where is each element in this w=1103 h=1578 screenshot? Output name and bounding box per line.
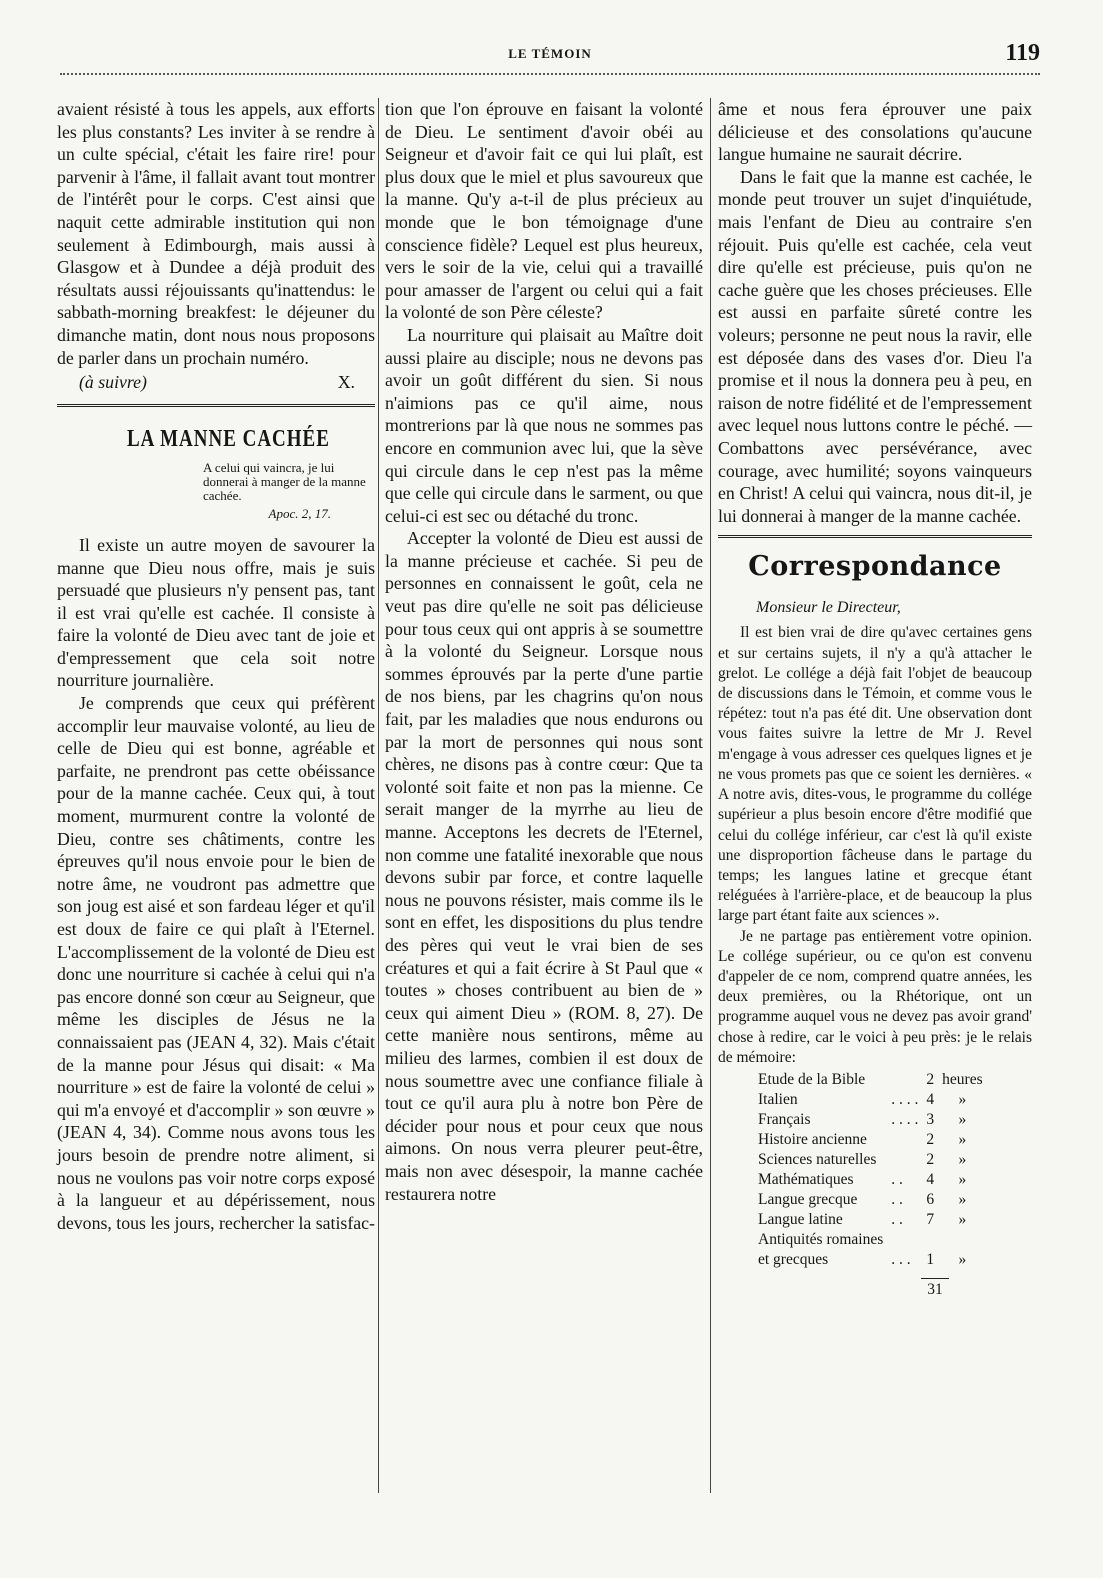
schedule-hours — [922, 1230, 938, 1250]
schedule-subject: et grecques — [758, 1250, 829, 1268]
correspondence-title: Correspondance — [748, 551, 1002, 583]
schedule-row — [754, 1250, 987, 1270]
total-hours: 31 — [921, 1278, 949, 1302]
schedule-row — [754, 1170, 987, 1190]
paragraph: tion que l'on éprouve en faisant la volonté de Dieu. Le sentiment d'avoir obéi au Seigneur et d'avoir fait ce qui lui plaît, est plus doux que le miel et plus savoureux que la manne. Qu'y a-t-il de plus précieux au monde que le bon témoignage d'une conscience fidèle? Lequel est plus heureux, vers le soir de la vie, celui qui a travaillé pour amasser de l'argent ou celui qui a fait la volonté de son Père céleste? — [385, 99, 703, 323]
schedule-hours: 2 — [926, 1070, 935, 1088]
paragraph: âme et nous fera éprouver une paix délicieuse et des consolations qu'aucune langue humaine ne saurait décrire. — [718, 99, 1032, 165]
schedule-subject: Italien — [758, 1090, 798, 1108]
schedule-dots — [887, 1130, 922, 1150]
epigraph: A celui qui vaincra, je lui donnerai à manger de la manne cachée. — [203, 460, 366, 504]
header-rule — [60, 73, 1040, 75]
schedule-unit: » — [958, 1090, 967, 1108]
salutation: Monsieur le Directeur, — [756, 598, 901, 616]
schedule-dots: . . . . — [891, 1110, 919, 1128]
schedule-hours: 1 — [926, 1250, 935, 1268]
to-be-continued-note: (à suivre) — [79, 372, 147, 393]
schedule-subject: Etude de la Bible — [758, 1070, 866, 1088]
column-1 — [57, 98, 375, 1234]
section-divider — [57, 404, 375, 407]
schedule-hours: 4 — [926, 1170, 935, 1188]
paragraph: Je comprends que ceux qui préfèrent accomplir leur mauvaise volonté, au lieu de celle de Dieu qui est bonne, agréable et parfaite, ne prendront pas cette obéissance pour de la manne cachée. Ceux qui, à tout moment, murmurent contre la volonté de Dieu, contre ses châtiments, contre les épreuves qu'il nous envoie pour le bien de notre âme, ne voudront pas admettre que son joug est aisé et son fardeau léger et qu'il est doux de faire ce qui plaît à l'Eternel. L'accomplissement de la volonté de Dieu est donc une nourriture si cachée à celui qui n'a pas encore donné son cœur au Seigneur, que même les disciples de Jésus ne la connaissaient pas (JEAN 4, 32). Mais c'était de la manne pour Jésus qui disait: « Ma nourriture » est de faire la volonté de celui » qui m'a envoyé et d'accomplir » son œuvre » (JEAN 4, 34). Comme nous avons tous les jours besoin de prendre notre aliment, si nous ne voulons pas voir notre corps exposé à la langueur et au dépérissement, nous devons, tous les jours, rechercher la satisfac- — [57, 693, 375, 1233]
paragraph: La nourriture qui plaisait au Maître doit aussi plaire au disciple; nous ne devons pas avoir un goût différent du sien. Si nous n'aimions pas ce qu'il aime, nous montrerions par là que nous ne sommes pas encore en communion avec lui, que la sève qui circule dans le cep n'est pas la même que celle qui circule dans le sarment, ou que celui-ci est sec ou détaché du tronc. — [385, 324, 703, 526]
schedule-row — [754, 1190, 987, 1210]
schedule-hours: 4 — [926, 1090, 935, 1108]
paragraph: Accepter la volonté de Dieu est aussi de la manne précieuse et cachée. Si peu de personnes en connaissent le goût, cela ne veut pas dire qu'elle ne soit pas délicieuse pour tous ceux qui ont appris à se soumettre à la volonté du Seigneur. Lorsque nous sommes éprouvés par la perte d'une partie de nos biens, par les chagrins qu'on nous fait, par les maladies que nous endurons ou par la mort de personnes qui nous sont chères, ne disons pas à contre cœur: Que ta volonté soit faite et non pas la mienne. Ce serait manger de la myrrhe au lieu de manne. Acceptons les decrets de l'Eternel, non comme une fatalité inexorable que nous devons subir par force, et contre laquelle nous ne pouvons résister, mais comme ils le sont en effet, les dispositions du plus tendre des pères qui veut le vrai bien de ses créatures et qui a fait écrire à St Paul que « toutes » choses contribuent au bien de » ceux qui aiment Dieu » (ROM. 8, 27). De cette manière nous sentirons, même au milieu des larmes, combien il est doux de nous soumettre avec une confiance filiale à tout ce qu'il aura plu à notre bon Père de décider pour nous et pour ceux que nous aimons. On nous verra pleurer peut-être, mais non avec désespoir, la manne cachée restaurera notre — [385, 528, 703, 1204]
paragraph: Dans le fait que la manne est cachée, le monde peut trouver un sujet d'inquiétude, mais l'enfant de Dieu au contraire s'en réjouit. Puis qu'elle est cachée, cela veut dire qu'elle est précieuse, puis qu'on ne cache guère que les choses précieuses. Elle est aussi en parfaite sûreté contre les voleurs; personne ne peut nous la ravir, elle est déposée dans des vases d'or. Dieu l'a promise et il nous la donnera peu à peu, en raison de notre fidélité et de l'empressement avec lequel nous luttons contre le péché. — Combattons avec persévérance, avec courage, avec humilité; soyons vainqueurs en Christ! A celui qui vaincra, nous dit-il, je lui donnerai à manger de la manne cachée. — [718, 166, 1032, 526]
schedule-subject: Langue latine — [758, 1210, 843, 1228]
schedule-dots — [887, 1230, 922, 1250]
paragraph: Il est bien vrai de dire qu'avec certaines gens et sur certains sujets, il n'y a qu'à attacher le grelot. Le collége a déjà fait l'objet de beaucoup de discussions dans le Témoin, et comme vous le répétez: tout n'a pas été dit. Une observation dont vous faites suivre la lettre de Mr J. Revel m'engage à vous adresser ces quelques lignes et je ne vous promets pas que ce soient les dernières. « A notre avis, dites-vous, le programme du collége supérieur a plus besoin encore d'être modifié que celui du collége inférieur, car c'est là qu'il existe une disproportion fâcheuse dans le partage du temps; les langues latine et grecque étant reléguées à l'arrière-place, et de beaucoup la plus large part étant faite aux sciences ». — [718, 624, 1032, 925]
schedule-dots — [887, 1070, 922, 1090]
section-title: LA MANNE CACHÉE — [127, 425, 330, 453]
schedule-unit: » — [958, 1170, 967, 1188]
schedule-row — [754, 1150, 987, 1170]
paragraph: Il existe un autre moyen de savourer la manne que Dieu nous offre, mais je suis persuadé que plusieurs n'y pensent pas, tant il est vrai qu'elle est cachée. Il consiste à faire la volonté de Dieu avec tant de joie et d'empressement que cela soit notre nourriture journalière. — [57, 534, 375, 691]
schedule-row — [754, 1130, 987, 1150]
schedule-row — [754, 1110, 987, 1130]
schedule-hours: 2 — [926, 1130, 935, 1148]
schedule-subject: Français — [758, 1110, 811, 1128]
schedule-row — [754, 1070, 987, 1090]
schedule-dots — [887, 1150, 922, 1170]
schedule-hours: 3 — [926, 1110, 935, 1128]
schedule-hours: 6 — [926, 1190, 935, 1208]
schedule-subject: Mathématiques — [758, 1170, 854, 1188]
schedule-subject: Antiquités romaines — [758, 1230, 884, 1248]
schedule-unit — [938, 1230, 986, 1250]
schedule-row — [754, 1230, 987, 1250]
schedule-unit: » — [958, 1210, 967, 1228]
schedule-dots: . . . . — [891, 1090, 919, 1108]
schedule-dots: . . . — [891, 1250, 911, 1268]
author-initial: X. — [337, 372, 355, 393]
page-header — [60, 40, 1040, 74]
schedule-unit: » — [958, 1150, 967, 1168]
column-divider — [710, 98, 711, 1493]
schedule-unit: » — [958, 1110, 967, 1128]
column-divider — [378, 98, 379, 1493]
schedule-dots: . . — [891, 1190, 903, 1208]
page-number: 119 — [1005, 40, 1040, 66]
schedule-dots: . . — [891, 1210, 903, 1228]
schedule-hours: 2 — [926, 1150, 935, 1168]
course-schedule-table — [754, 1070, 987, 1270]
schedule-subject: Histoire ancienne — [758, 1130, 867, 1148]
schedule-subject: Langue grecque — [758, 1190, 858, 1208]
column-3 — [718, 98, 1032, 1302]
schedule-total — [718, 1278, 1032, 1302]
schedule-unit: heures — [942, 1070, 983, 1088]
section-divider — [718, 535, 1032, 538]
schedule-subject: Sciences naturelles — [758, 1150, 877, 1168]
journal-title: LE TÉMOIN — [508, 46, 592, 61]
epigraph-reference: Apoc. 2, 17. — [268, 506, 331, 522]
article-signature — [57, 371, 375, 394]
schedule-unit: » — [958, 1190, 967, 1208]
paragraph: avaient résisté à tous les appels, aux efforts les plus constants? Les inviter à se rendre à un culte spécial, c'était les faire rire! pour parvenir à l'âme, il fallait avant tout montrer de l'intérêt pour le corps. C'est ainsi que naquit cette admirable institution qui non seulement à Edimbourgh, mais aussi à Glasgow et à Dundee a déjà produit des résultats aussi réjouissants qu'inattendus: le sabbath-morning breakfest: le déjeuner du dimanche matin, dont nous nous proposons de parler dans un prochain numéro. — [57, 99, 375, 368]
schedule-row — [754, 1210, 987, 1230]
schedule-row — [754, 1090, 987, 1110]
schedule-unit: » — [958, 1130, 967, 1148]
column-2 — [385, 98, 703, 1205]
schedule-dots: . . — [891, 1170, 903, 1188]
schedule-hours: 7 — [926, 1210, 935, 1228]
paragraph: Je ne partage pas entièrement votre opinion. Le collége supérieur, ou ce qu'on est convenu d'appeler de ce nom, comprend quatre années, les deux premières, ou la Rhétorique, ont un programme auquel vous ne devez pas avoir grand' chose à redire, car le voici à peu près: je le relais de mémoire: — [718, 927, 1032, 1066]
schedule-unit: » — [958, 1250, 967, 1268]
